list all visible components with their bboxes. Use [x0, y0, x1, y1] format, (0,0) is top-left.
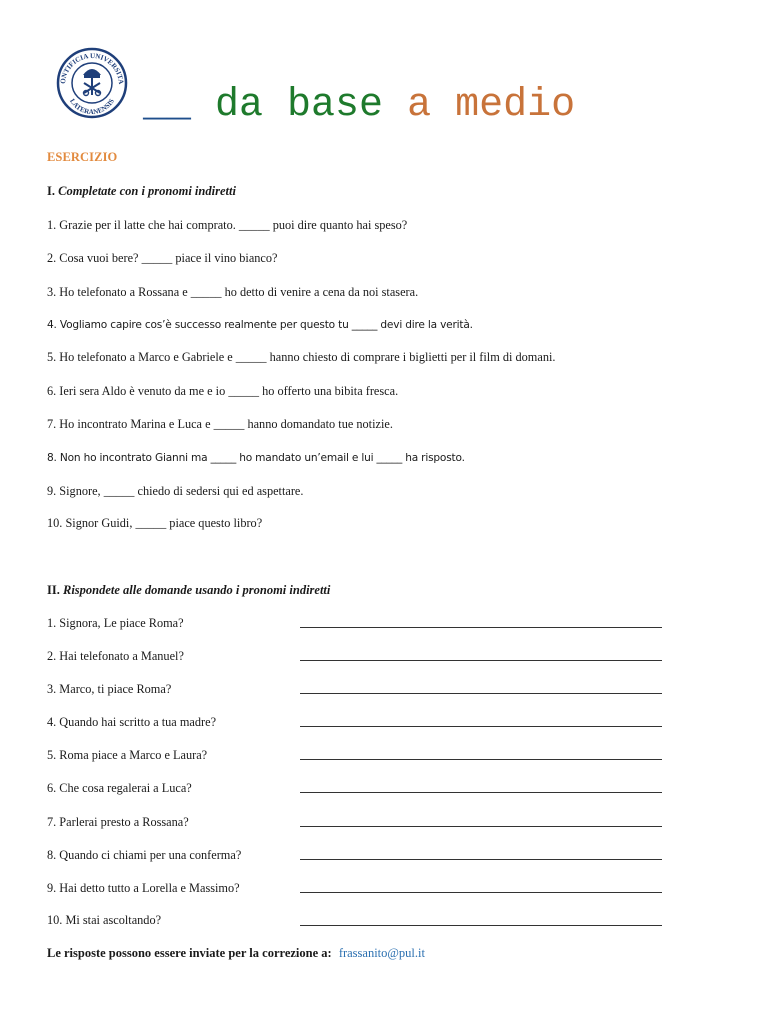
section-1-number: I. [47, 184, 55, 198]
section-1-heading [47, 183, 236, 199]
exercise-2-question: 3. Marco, ti piace Roma? [47, 682, 172, 696]
answer-line[interactable] [300, 759, 662, 760]
seal-text-bottom: LATERANENSIS [68, 97, 116, 117]
exercise-2-question: 6. Che cosa regalerai a Luca? [47, 781, 192, 795]
title-word-base: da base [215, 83, 384, 128]
exercise-1-item: 6. Ieri sera Aldo è venuto da me e io _____ ho offerto una bibita fresca. [47, 384, 399, 398]
exercise-1-item: 5. Ho telefonato a Marco e Gabriele e _____ hanno chiesto di comprare i biglietti per il film di domani. [47, 350, 556, 364]
section-2-heading [47, 582, 330, 598]
answer-line[interactable] [300, 660, 662, 661]
seal-text-top: ONTIFICIA UNIVERSITA [58, 51, 126, 85]
answer-line[interactable] [300, 859, 662, 860]
answer-line[interactable] [300, 726, 662, 727]
answer-line[interactable] [300, 693, 662, 694]
exercise-1-item: 1. Grazie per il latte che hai comprato. _____ puoi dire quanto hai speso? [47, 218, 408, 232]
exercise-2-question: 7. Parlerai presto a Rossana? [47, 815, 189, 829]
university-seal-icon [53, 47, 131, 119]
contact-email-link[interactable]: frassanito@pul.it [338, 946, 425, 960]
exercise-1-item: 9. Signore, _____ chiedo di sedersi qui ed aspettare. [47, 484, 304, 498]
answer-line[interactable] [300, 925, 662, 926]
footer-note [47, 946, 425, 961]
exercise-1-item: 8. Non ho incontrato Gianni ma _____ ho mandato un’email e lui _____ ha risposto. [47, 452, 465, 464]
answer-line[interactable] [300, 892, 662, 893]
answer-line[interactable] [300, 826, 662, 827]
exercise-1-item: 2. Cosa vuoi bere? _____ piace il vino bianco? [47, 251, 278, 265]
exercise-2-question: 10. Mi stai ascoltando? [47, 913, 162, 927]
exercise-2-question: 9. Hai detto tutto a Lorella e Massimo? [47, 881, 240, 895]
exercise-1-item: 7. Ho incontrato Marina e Luca e _____ hanno domandato tue notizie. [47, 417, 393, 431]
exercise-1-item: 4. Vogliamo capire cos’è successo realmente per questo tu _____ devi dire la verità. [47, 319, 473, 331]
university-seal-logo [53, 47, 131, 119]
exercise-1-item: 3. Ho telefonato a Rossana e _____ ho detto di venire a cena da noi stasera. [47, 285, 419, 299]
section-1-instruction: Completate con i pronomi indiretti [58, 184, 236, 198]
exercise-2-question: 2. Hai telefonato a Manuel? [47, 649, 184, 663]
answer-line[interactable] [300, 627, 662, 628]
section-2-number: II. [47, 583, 60, 597]
section-2-instruction: Rispondete alle domande usando i pronomi indiretti [62, 583, 331, 597]
answer-line[interactable] [300, 792, 662, 793]
exercise-2-question: 8. Quando ci chiami per una conferma? [47, 848, 242, 862]
exercise-2-question: 1. Signora, Le piace Roma? [47, 616, 184, 630]
title-word-medio: a medio [407, 83, 576, 128]
exercise-2-question: 4. Quando hai scritto a tua madre? [47, 715, 217, 729]
exercise-2-question: 5. Roma piace a Marco e Laura? [47, 748, 208, 762]
section-kicker: ESERCIZIO [47, 150, 118, 164]
page-title [143, 84, 575, 128]
footer-text: Le risposte possono essere inviate per la correzione a: [47, 946, 332, 960]
exercise-1-item: 10. Signor Guidi, _____ piace questo libro? [47, 516, 263, 530]
title-blank: __ [143, 83, 192, 128]
